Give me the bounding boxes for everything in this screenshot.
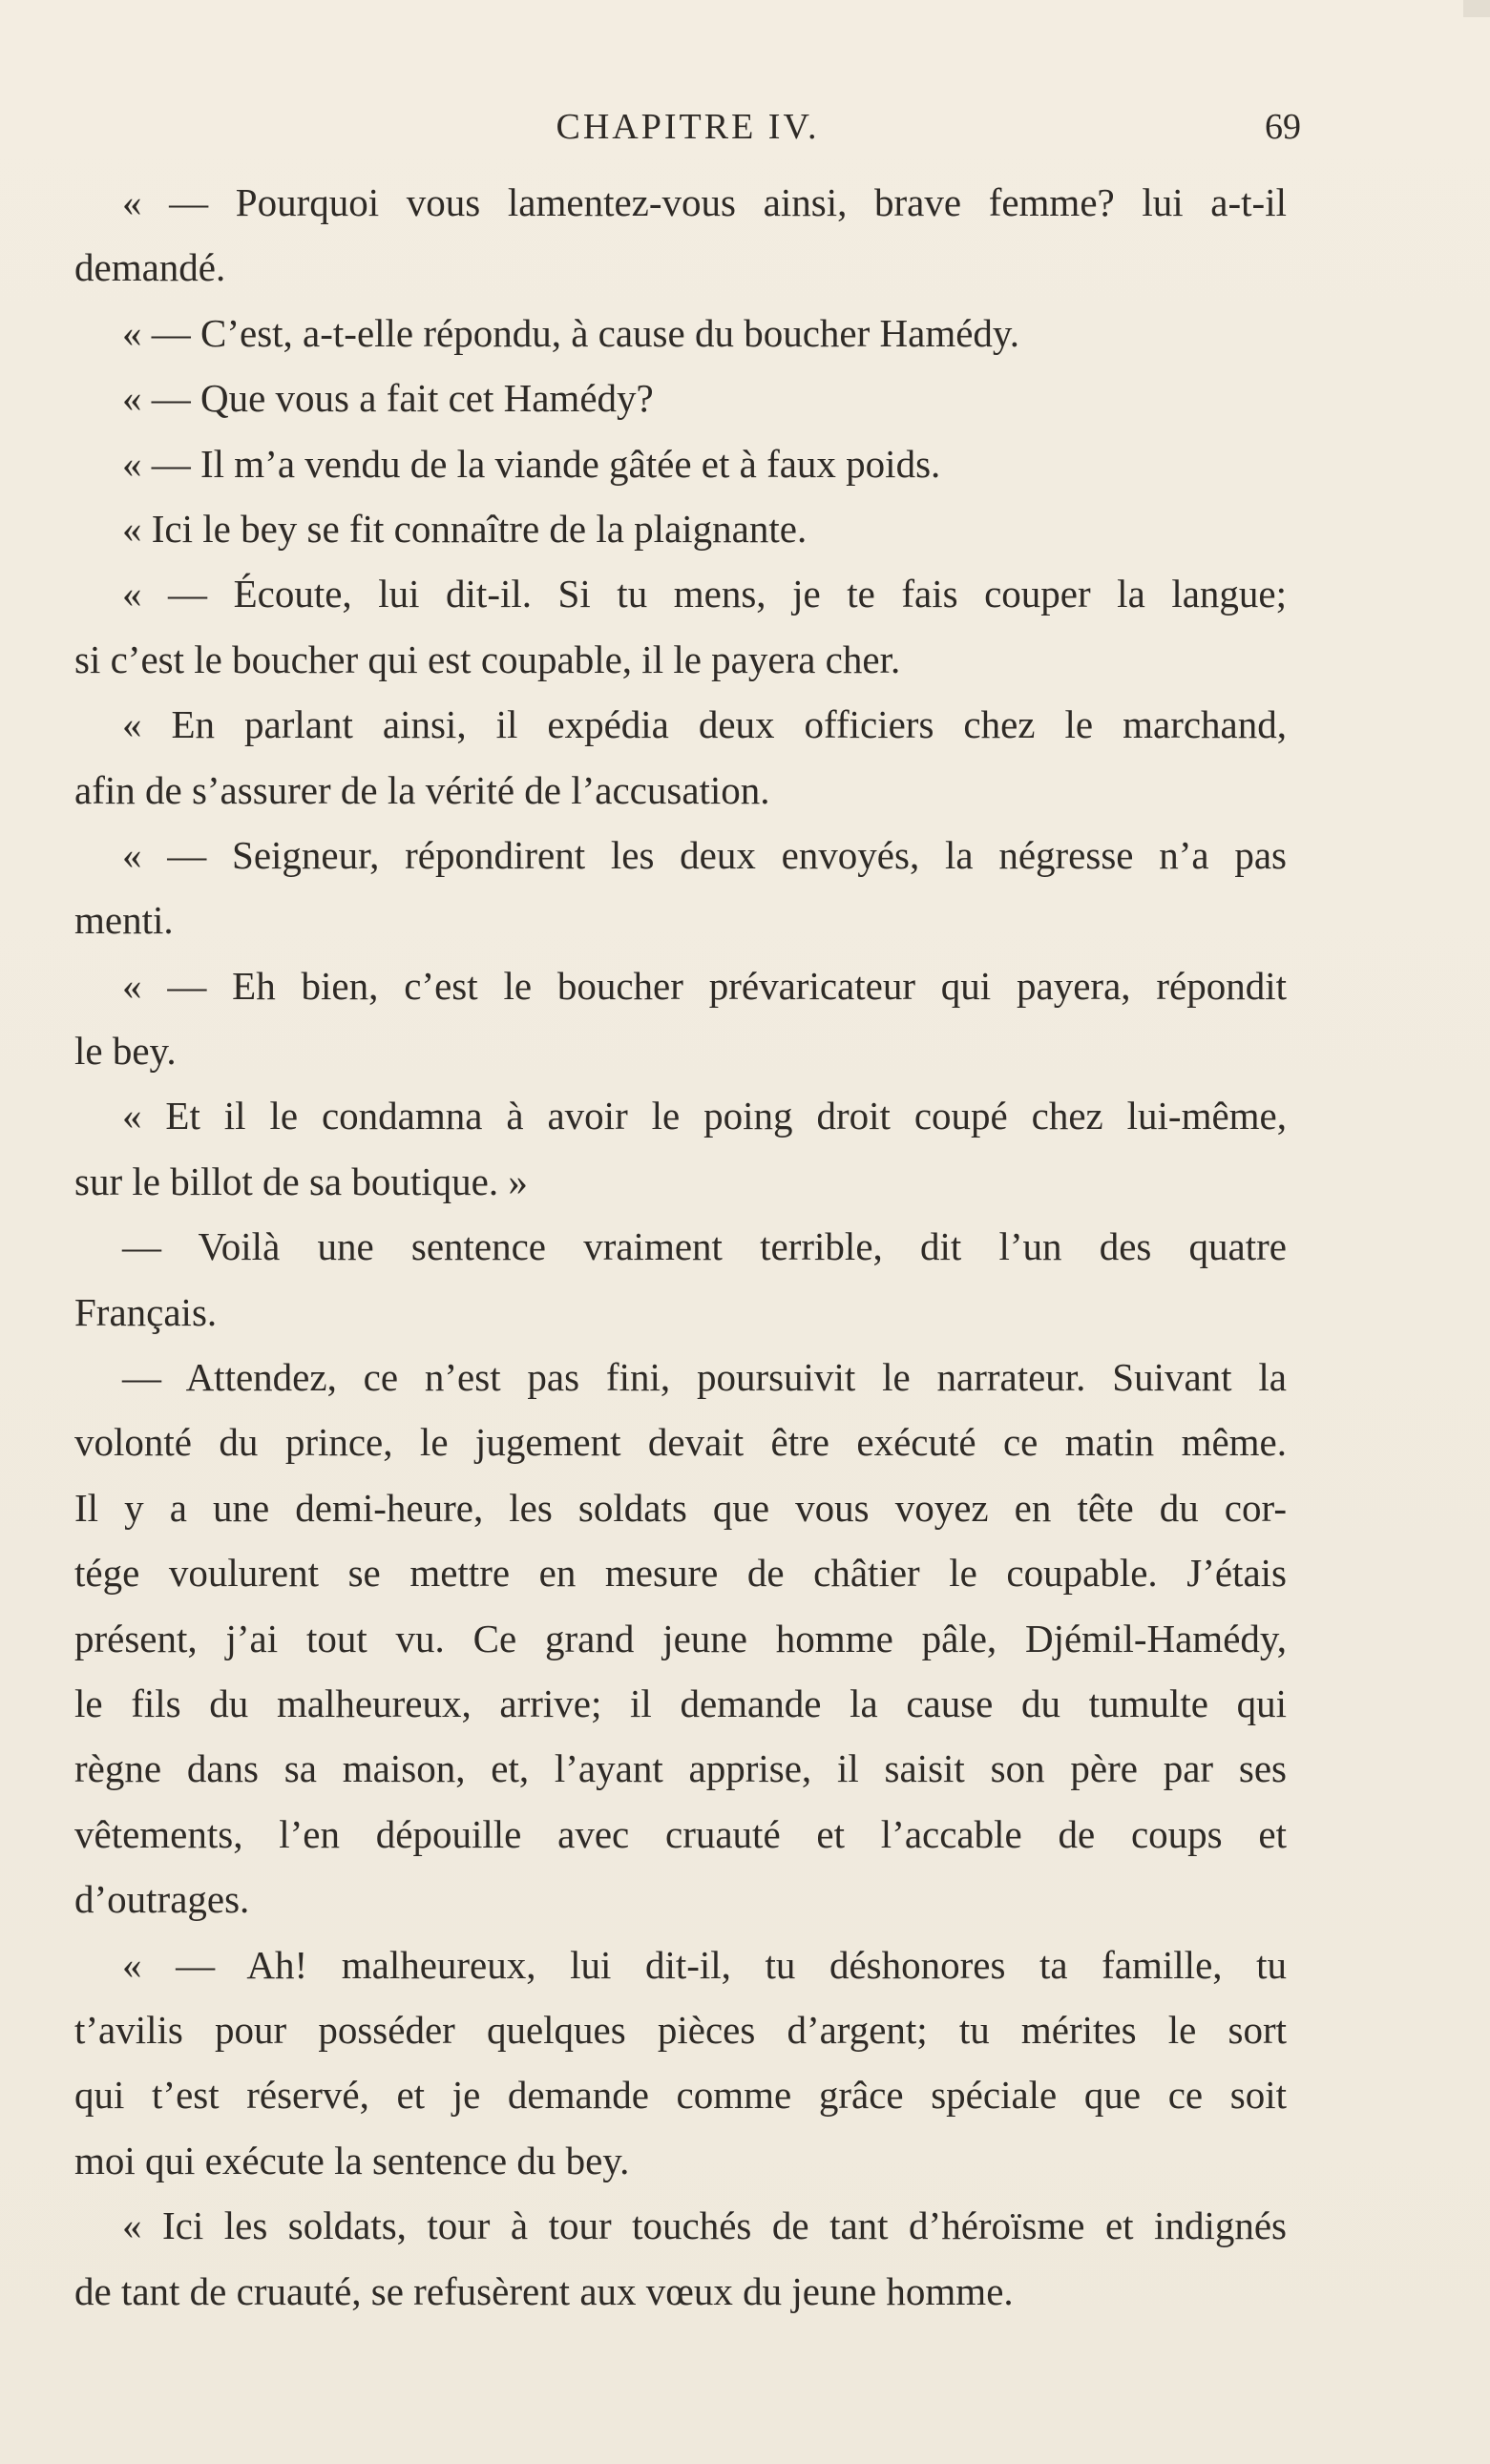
text-line: t’avilis pour posséder quelques pièces d’argent; tu mérites le sort xyxy=(74,2007,1287,2052)
chapter-running-title: CHAPITRE IV. xyxy=(556,107,820,147)
text-line: — Voilà une sentence vraiment terrible, dit l’un des quatre xyxy=(122,1224,1287,1269)
text-line: vêtements, l’en dépouille avec cruauté et l’accable de coups et xyxy=(74,1811,1287,1856)
page-corner-mark xyxy=(1463,0,1490,17)
text-line: volonté du prince, le jugement devait être exécuté ce matin même. xyxy=(74,1420,1287,1465)
text-line: qui t’est réservé, et je demande comme grâce spéciale que ce soit xyxy=(74,2073,1287,2118)
text-line: sur le billot de sa boutique. » xyxy=(74,1159,528,1203)
text-line: si c’est le boucher qui est coupable, il le payera cher. xyxy=(74,637,901,681)
text-line: « Et il le condamna à avoir le poing droit coupé chez lui-même, xyxy=(122,1094,1287,1138)
body-text xyxy=(74,170,1287,2324)
text-line: demandé. xyxy=(74,245,226,290)
text-line: le fils du malheureux, arrive; il demande la cause du tumulte qui xyxy=(74,1681,1287,1725)
text-line: « — Écoute, lui dit-il. Si tu mens, je te fais couper la langue; xyxy=(122,572,1287,616)
text-line: afin de s’assurer de la vérité de l’accusation. xyxy=(74,767,770,812)
page-number: 69 xyxy=(1265,107,1301,147)
text-line: « — Seigneur, répondirent les deux envoyés, la négresse n’a pas xyxy=(122,832,1287,877)
text-line: — Attendez, ce n’est pas fini, poursuivit le narrateur. Suivant la xyxy=(122,1355,1287,1400)
text-line: « — Ah! malheureux, lui dit-il, tu déshonores ta famille, tu xyxy=(122,1942,1287,1987)
text-line: « — Eh bien, c’est le boucher prévaricateur qui payera, répondit xyxy=(122,963,1287,1008)
text-line: « — Il m’a vendu de la viande gâtée et à faux poids. xyxy=(122,441,941,486)
text-line: d’outrages. xyxy=(74,1877,250,1922)
text-line: moi qui exécute la sentence du bey. xyxy=(74,2138,630,2182)
text-line: de tant de cruauté, se refusèrent aux vœux du jeune homme. xyxy=(74,2268,1014,2313)
running-head xyxy=(74,103,1301,151)
text-line: présent, j’ai tout vu. Ce grand jeune homme pâle, Djémil-Hamédy, xyxy=(74,1616,1287,1660)
text-line: Il y a une demi-heure, les soldats que vous voyez en tête du cor- xyxy=(74,1485,1287,1530)
text-line: menti. xyxy=(74,898,174,943)
text-line: tége voulurent se mettre en mesure de châtier le coupable. J’étais xyxy=(74,1551,1287,1596)
text-line: « Ici les soldats, tour à tour touchés de tant d’héroïsme et indignés xyxy=(122,2203,1287,2248)
text-line: « — Pourquoi vous lamentez-vous ainsi, brave femme? lui a-t-il xyxy=(122,180,1287,224)
text-line: « — Que vous a fait cet Hamédy? xyxy=(122,376,654,421)
text-line: « — C’est, a-t-elle répondu, à cause du boucher Hamédy. xyxy=(122,310,1019,355)
text-line: Français. xyxy=(74,1289,218,1334)
text-line: « En parlant ainsi, il expédia deux officiers chez le marchand, xyxy=(122,702,1287,747)
text-line: le bey. xyxy=(74,1029,177,1074)
text-line: règne dans sa maison, et, l’ayant apprise, il saisit son père par ses xyxy=(74,1746,1287,1791)
text-line: « Ici le bey se fit connaître de la plaignante. xyxy=(122,506,808,551)
